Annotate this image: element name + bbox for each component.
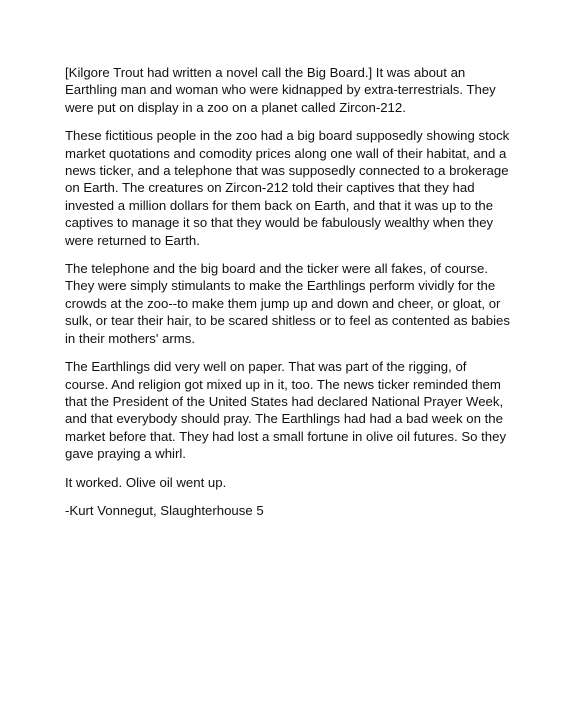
paragraph-intro: [Kilgore Trout had written a novel call the Big Board.] It was about an Earthling man and woman who were kidnapped by extra-terrestrials. They were put on display in a zoo on a planet called Zircon-212. [65, 65, 496, 115]
paragraph-prayer: The Earthlings did very well on paper. That was part of the rigging, of course. And religion got mixed up in it, too. The news ticker reminded them that the President of the United States had declared National Prayer Week, and that everybody should pray. The Earthlings had had a bad week on the market before that. They had lost a small fortune in olive oil futures. So they gave praying a whirl. [65, 359, 507, 462]
paragraph-fakes: The telephone and the big board and the ticker were all fakes, of course. They were simply stimulants to make the Earthlings perform vividly for the crowds at the zoo--to make them jump up and down and cheer, or gloat, or sulk, or tear their hair, to be scared shitless or to feel as contented as babies in their mothers' arms. [65, 261, 510, 346]
document-body [65, 64, 513, 530]
paragraph-olive-oil: It worked. Olive oil went up. [65, 474, 227, 490]
attribution: -Kurt Vonnegut, Slaughterhouse 5 [65, 502, 264, 518]
paragraph-big-board: These fictitious people in the zoo had a big board supposedly showing stock market quotations and comodity prices along one wall of their habitat, and a news ticker, and a telephone that was supposedly connected to a brokerage on Earth. The creatures on Zircon-212 told their captives that they had invested a million dollars for them back on Earth, and that it was up to the captives to manage it so that they would be fabulously wealthy when they were returned to Earth. [65, 128, 510, 248]
